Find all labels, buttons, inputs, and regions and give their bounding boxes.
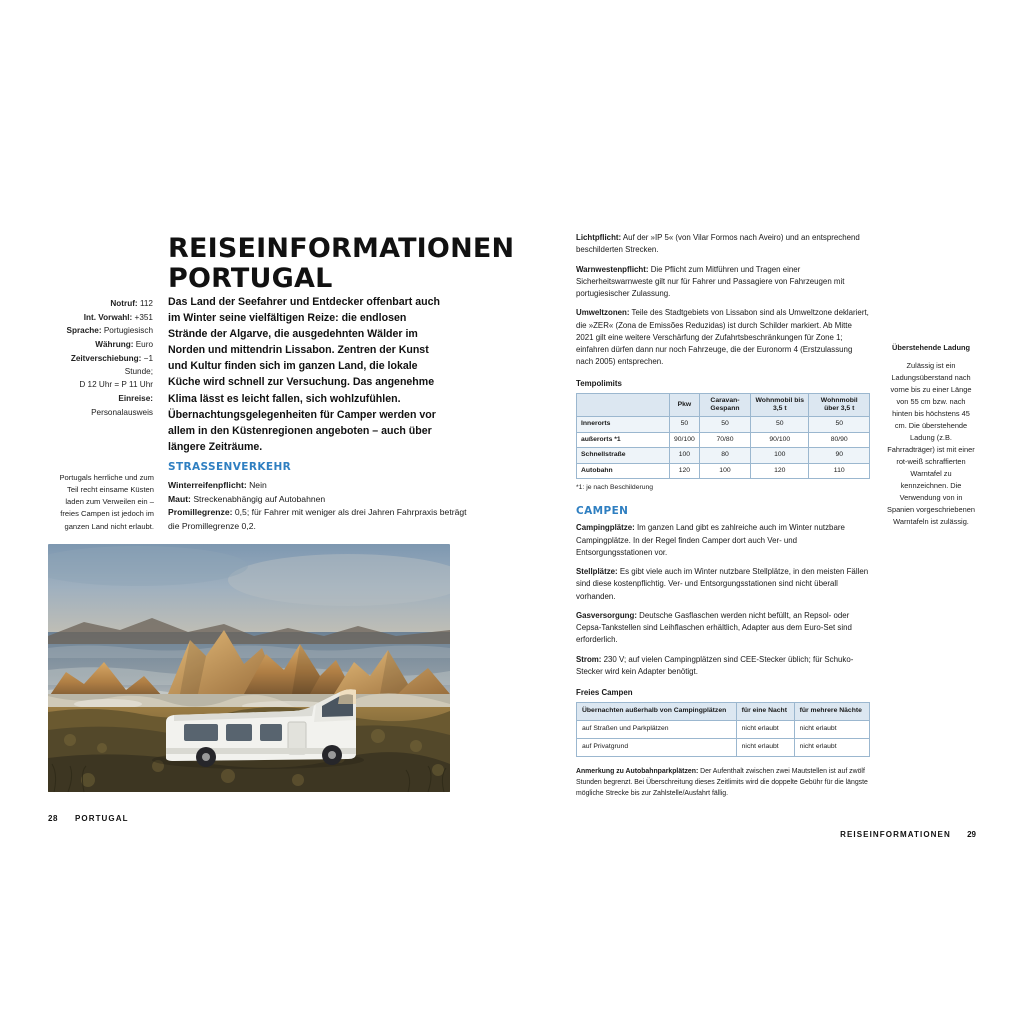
free-camping-table [576,702,870,756]
fact-value: Portugiesisch [103,326,153,336]
side-box-overhanging-load [886,342,976,528]
table-row [577,417,870,432]
road-item [168,506,468,533]
fact-value: Euro [135,340,153,350]
road-item-label: Promillegrenze: [168,507,233,518]
info-text: Auf der »IP 5« (von Vilar Formos nach Aveiro) und an entsprechend beschilderten Strecken. [576,233,860,255]
cell: auf Straßen und Parkplätzen [577,720,737,738]
side-box-text: Zulässig ist ein Ladungsüberstand nach vorne bis zu einer Länge von 55 cm bzw. nach hinten bis höchstens 45 cm. Die überstehende Ladung (z.B. Fahrradträger) ist mit einer rot-weiß schraffierten Warntafel zu kennzeichnen. Die Verwendung von in Spanien vorgeschriebenen Warntafeln ist zulässig. [887,360,975,526]
fact-item [48,312,153,325]
cell: 100 [699,463,750,478]
cell: nicht erlaubt [794,720,869,738]
fact-label: Währung: [95,340,134,350]
cell: 90/100 [670,432,700,447]
table-row [577,432,870,447]
road-item-text: Nein [249,480,267,490]
camping-item-label: Campingplätze: [576,523,635,533]
page-number-right: 29 [967,830,976,839]
cell: Autobahn [577,463,670,478]
free-camping-caption: Freies Campen [576,688,633,698]
footer-label-left: PORTUGAL [74,814,129,823]
table-row [577,448,870,463]
table-header-row [577,703,870,721]
fact-label: Sprache: [66,326,102,336]
fact-item [48,325,153,338]
camping-item [576,610,870,647]
table-row [577,720,870,738]
camping-item-text: Im ganzen Land gibt es zahlreiche auch im Winter nutzbare Campingplätze. In der Regel finden Camper dort auch Ver- und Entsorgungsstationen vor. [576,523,845,557]
footer-label-right: REISEINFORMATIONEN [840,830,951,839]
right-main-column [576,232,870,799]
page-title: REISEINFORMATIONEN PORTUGAL [168,233,515,295]
table-row [577,738,870,756]
fact-label: Zeitverschiebung: [70,353,142,363]
fact-value: −1 Stunde; [124,353,153,376]
cell: 80 [699,448,750,463]
page-number-left: 28 [48,814,59,823]
camping-item [576,522,870,559]
fact-label: Einreise: [118,393,153,403]
column-header: Pkw [670,393,700,417]
column-header: Übernachten außerhalb von Campingplätzen [577,703,737,721]
camping-item-label: Stellplätze: [576,567,618,577]
column-header: für eine Nacht [736,703,794,721]
info-text: Teile des Stadtgebiets von Lissabon sind als Umweltzone deklariert, die »ZER« (Zona de Emissões Reduzidas) ist durch Schilder markiert. Ab Mitte 2021 gilt eine weitere Verschärfung der Zufahrtsbeschränkungen für Zone 1; einfahren dürfen dann nur noch Fahrzeuge, die der Euronorm 4 (Erstzulassung nach 2005) entsprechen. [576,308,869,367]
fact-item [48,298,153,311]
info-paragraph [576,307,870,368]
column-header: Wohnmobil über 3,5 t [809,393,870,417]
cell: 50 [670,417,700,432]
cell: 110 [809,463,870,478]
cell: 100 [670,448,700,463]
table-row [577,463,870,478]
footer-left [48,814,129,823]
info-label: Lichtpflicht: [576,233,622,242]
speed-table-footnote: *1: je nach Beschilderung [576,484,654,492]
cell: nicht erlaubt [736,738,794,756]
cell: 50 [699,417,750,432]
cell: nicht erlaubt [736,720,794,738]
camping-item-label: Strom: [576,654,602,664]
note-label: Anmerkung zu Autobahnparkplätzen: [576,767,699,775]
cell: nicht erlaubt [794,738,869,756]
info-text: Die Pflicht zum Mitführen und Tragen einer Sicherheitswarnweste gilt nur für Fahrer und Passagiere von Fahrzeugen mit portugiesischer Zulassung. [576,264,845,298]
camping-item-label: Gasversorgung: [576,610,637,620]
cell: Innerorts [577,417,670,432]
fact-value: D 12 Uhr = P 11 Uhr [79,380,153,390]
note-text: Der Aufenthalt zwischen zwei Mautstellen ist auf zwölf Stunden begrenzt. Bei Überschreitung dieses Zeitlimits wird die doppelte Gebühr für die längste mögliche Strecke bis zur Zahlstelle/Ausfahrt fällig. [576,767,868,797]
road-item-text: Streckenabhängig auf Autobahnen [193,493,326,504]
column-header [577,393,670,417]
cell: 80/90 [809,432,870,447]
side-box-title: Überstehende Ladung [891,343,971,352]
coast-photo-image [48,544,450,792]
cell: 70/80 [699,432,750,447]
fact-value: 112 [139,299,153,308]
cell: Schnellstraße [577,448,670,463]
camping-item [576,654,870,679]
road-item [168,493,468,507]
camping-item-text: Es gibt viele auch im Winter nutzbare Stellplätze, in den meisten Fällen sind diese kostenpflichtig. Ver- und Entsorgungsstationen sind nicht überall vorhanden. [576,567,869,601]
photo-caption: Portugals herrliche und zum Teil recht einsame Küsten laden zum Verweilen ein – freies Campen ist jedoch im ganzen Land nicht erlaubt. [59,473,154,531]
cell: 50 [809,417,870,432]
road-item-label: Winterreifenpflicht: [168,480,247,490]
road-item-label: Maut: [168,493,191,504]
coast-photo [48,544,450,792]
fact-label: Notruf: [110,299,138,308]
footer-right [576,830,976,839]
section-heading-road: STRASSENVERKEHR [168,461,292,473]
camping-item [576,566,870,603]
speed-table-caption: Tempolimits [576,378,622,388]
table-header-row [577,393,870,417]
column-header: Wohnmobil bis 3,5 t [751,393,809,417]
cell: 90 [809,448,870,463]
section-heading-camping: CAMPEN [576,505,629,518]
country-facts-list [48,298,153,420]
camping-item-text: Deutsche Gasflaschen werden nicht befüllt, an Repsol- oder Cepsa-Tankstellen sind Leihflaschen erhältlich, Adapter aus dem Euro-Set sind erforderlich. [576,610,852,645]
info-label: Umweltzonen: [576,308,630,318]
fact-item [48,393,153,406]
fact-item [48,379,153,392]
info-paragraph [576,232,870,257]
info-paragraph [576,264,870,301]
cell: 120 [751,463,809,478]
fact-item [48,353,153,378]
road-item [168,479,468,493]
camping-item-text: 230 V; auf vielen Campingplätzen sind CEE-Stecker üblich; für Schuko-Stecker wird kein Adapter benötigt. [576,654,854,676]
highway-parking-note [576,766,870,799]
cell: 120 [670,463,700,478]
intro-paragraph: Das Land der Seefahrer und Entdecker offenbart auch im Winter seine vielfältigen Reize: die endlosen Strände der Algarve, die ausgedehnten Wälder im Norden und mittendrin Lissabon. Zentren der Kunst und Kultur finden sich im ganzen Land, die lokale Küche wird schnell zur Versuchung. Das angenehme Klima lässt es leicht fallen, sich wohlzufühlen. Übernachtungsgelegenheiten für Camper werden vor allem in den Küstenregionen angeboten – auch über längere Zeiträume. [168,296,440,453]
cell: 50 [751,417,809,432]
info-label: Warnwestenpflicht: [576,264,649,274]
fact-value: +351 [134,312,153,322]
fact-item [48,339,153,352]
cell: außerorts *1 [577,432,670,447]
speed-limits-table [576,393,870,480]
cell: 100 [751,448,809,463]
fact-value: Personalausweis [91,407,153,417]
column-header: für mehrere Nächte [794,703,869,721]
fact-item [48,407,153,420]
column-header: Caravan-Gespann [699,393,750,417]
road-item-text: 0,5; für Fahrer mit weniger als drei Jahren Fahrpraxis beträgt die Promillegrenze 0,2. [168,507,467,531]
road-traffic-section [168,461,468,533]
cell: 90/100 [751,432,809,447]
fact-label: Int. Vorwahl: [83,312,133,322]
cell: auf Privatgrund [577,738,737,756]
